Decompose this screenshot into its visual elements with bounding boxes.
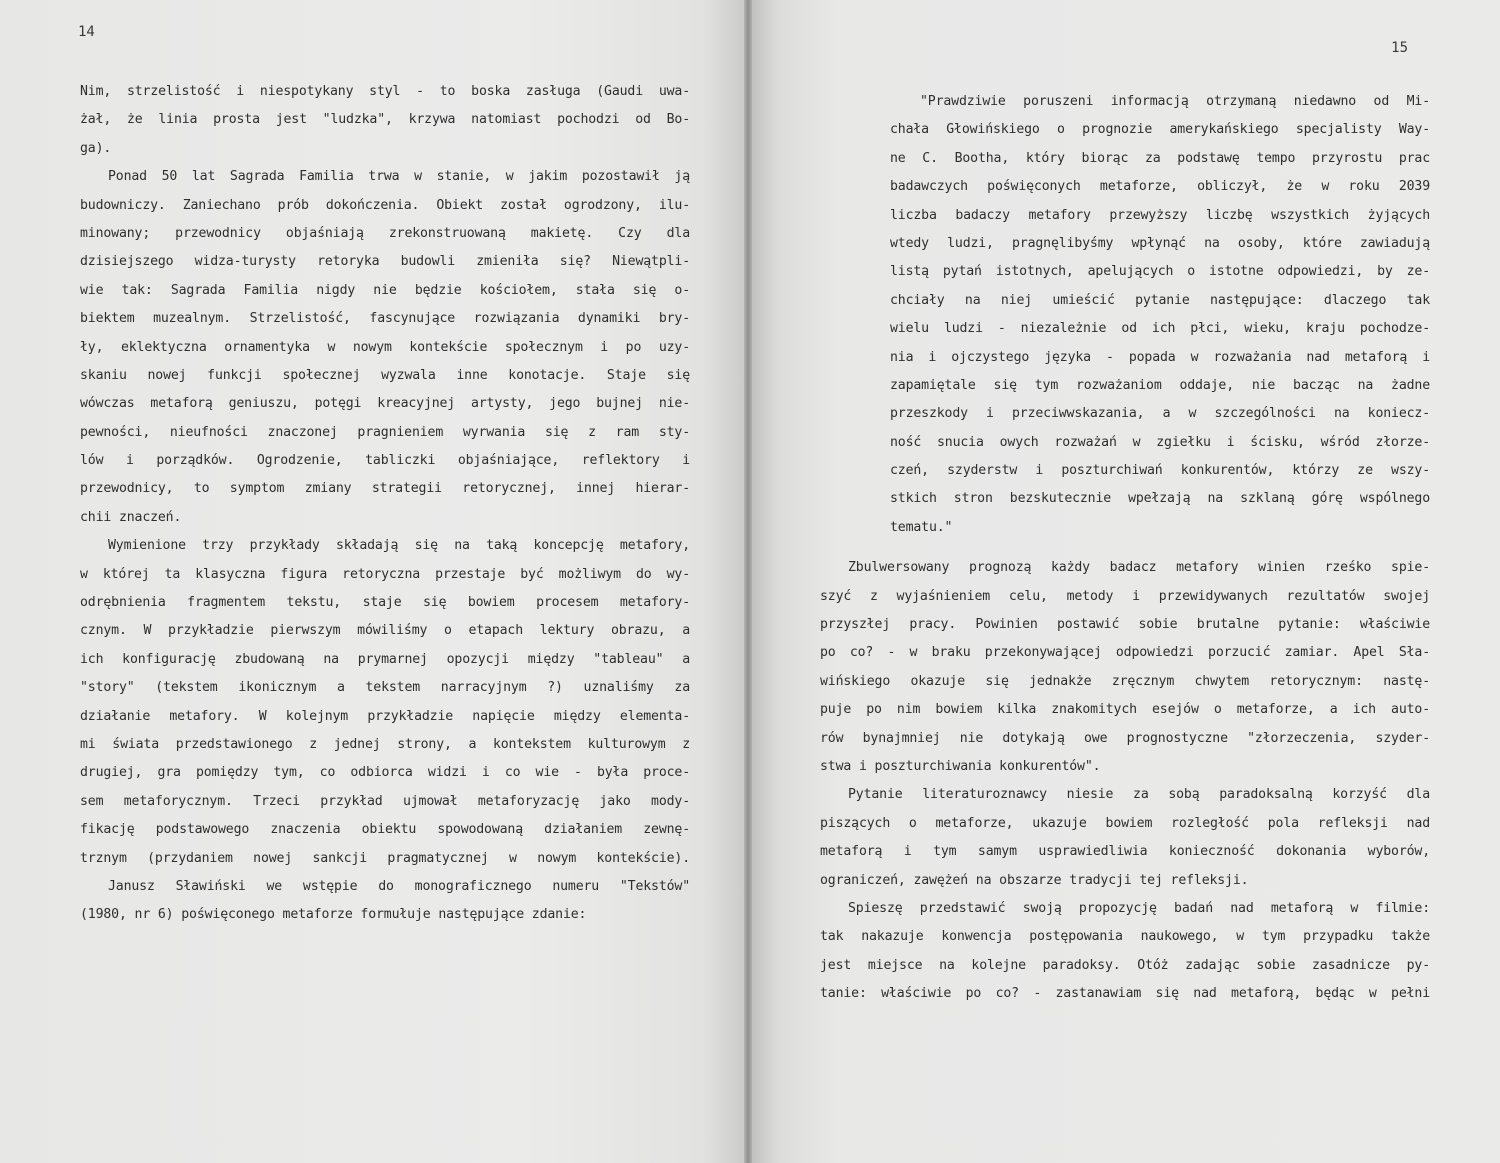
text-line: "story" (tekstem ikonicznym a tekstem narracyjnym ?) uznaliśmy za [80, 680, 690, 696]
page-number-left: 14 [78, 24, 95, 40]
page-number-right: 15 [1391, 40, 1408, 56]
quote-text-line: nia i ojczystego języka - popada w rozważania nad metaforą i [890, 349, 1430, 365]
text-line: minowany; przewodnicy objaśniają zrekonstruowaną makietę. Czy dla [80, 225, 690, 241]
text-line: Spieszę przedstawić swoją propozycję badań nad metaforą w filmie: [848, 900, 1430, 916]
text-line: trznym (przydaniem nowej sankcji pragmatycznej w nowym kontekście). [80, 850, 690, 866]
quote-text-line: listą pytań istotnych, apelujących o istotne odpowiedzi, by ze- [890, 264, 1430, 280]
quote-text-line: wielu ludzi - niezależnie od ich płci, wieku, kraju pochodze- [890, 321, 1430, 337]
text-line: mi świata przedstawionego z jednej strony, a kontekstem kulturowym z [80, 736, 690, 752]
text-line: odrębnienia fragmentem tekstu, staje się bowiem procesem metafory- [80, 595, 690, 611]
text-line: ga). [80, 140, 112, 156]
quote-text-line: ne C. Bootha, który biorąc za podstawę tempo przyrostu prac [890, 150, 1430, 166]
text-line: stwa i poszturchiwania konkurentów". [820, 758, 1101, 774]
text-line: drugiej, gra pomiędzy tym, co odbiorca widzi i co wie - była proce- [80, 765, 690, 781]
quote-text-line: liczba badaczy metafory przewyższy liczbę wszystkich żyjących [890, 207, 1430, 223]
text-line: wińskiego okazuje się jednakże zręcznym chwytem retorycznym: nastę- [820, 673, 1430, 689]
text-line: jest miejsce na kolejne paradoksy. Otóż zadając sobie zasadnicze py- [820, 957, 1430, 973]
quote-text-line: tematu." [890, 519, 953, 535]
quote-text-line: "Prawdziwie poruszeni informacją otrzymaną niedawno od Mi- [920, 94, 1430, 109]
text-line: fikację podstawowego znaczenia obiektu spowodowaną działaniem zewnę- [80, 822, 690, 838]
book-gutter [744, 0, 752, 1163]
text-line: (1980, nr 6) poświęconego metaforze formułuje następujące zdanie: [80, 907, 587, 923]
text-line: budowniczy. Zaniechano prób dokończenia. Obiekt został ogrodzony, ilu- [80, 197, 690, 213]
text-line: Ponad 50 lat Sagrada Familia trwa w stanie, w jakim pozostawił ją [108, 169, 690, 185]
block-quote [820, 88, 1430, 542]
text-line: żał, że linia prosta jest "ludzka", krzywa natomiast pochodzi od Bo- [80, 112, 690, 128]
text-line: tanie: właściwie po co? - zastanawiam się nad metaforą, będąc w pełni [820, 986, 1430, 1002]
text-line: Janusz Sławiński we wstępie do monograficznego numeru "Tekstów" [108, 878, 690, 894]
text-line: wie tak: Sagrada Familia nigdy nie będzie kościołem, stała się o- [80, 282, 690, 298]
quote-text-line: przeszkody i przeciwwskazania, a w szczególności na koniecz- [890, 406, 1430, 422]
text-line: skaniu nowej funkcji społecznej wyzwala inne konotacje. Staje się [80, 367, 690, 383]
text-line: metaforą i tym samym usprawiedliwia konieczność dokonania wyborów, [820, 844, 1430, 860]
left-page [0, 0, 748, 1163]
text-line: tak nakazuje konwencja postępowania naukowego, w tym przypadku także [820, 929, 1430, 945]
text-line: puje po nim bowiem kilka znakomitych esejów o metaforze, a ich auto- [820, 702, 1430, 718]
text-line: Zbulwersowany prognozą każdy badacz metafory winien rześko spie- [848, 560, 1430, 576]
text-line: lów i porządków. Ogrodzenie, tabliczki objaśniające, reflektory i [80, 453, 690, 469]
right-page-paragraphs [820, 554, 1430, 1008]
text-line: Pytanie literaturoznawcy niesie za sobą paradoksalną korzyść dla [848, 787, 1430, 803]
text-line: szyć z wyjaśnieniem celu, metody i przewidywanych rezultatów swojej [820, 588, 1430, 604]
right-page-body [820, 88, 1430, 1009]
text-line: po co? - w braku przekonywającej odpowiedzi porzucić zamiar. Apel Sła- [820, 645, 1430, 661]
quote-text-line: stkich stron bezskutecznie wpełzają na szklaną górę wspólnego [890, 491, 1430, 507]
text-line: chii znaczeń. [80, 509, 182, 525]
quote-text-line: chciały na niej umieścić pytanie następujące: dlaczego tak [890, 292, 1430, 308]
quote-text-line: chała Głowińskiego o prognozie amerykańskiego specjalisty Way- [890, 122, 1430, 138]
text-line: piszących o metaforze, ukazuje bowiem rozległość pola refleksji nad [820, 815, 1430, 831]
text-line: cznym. W przykładzie pierwszym mówiliśmy o etapach lektury obrazu, a [80, 623, 690, 639]
quote-text-line: ność snucia owych rozważań w zgiełku i ścisku, wśród złorze- [890, 434, 1430, 450]
text-line: przyszłej pracy. Powinien postawić sobie brutalne pytanie: właściwie [820, 617, 1430, 633]
text-line: działanie metafory. W kolejnym przykładzie napięcie między elementa- [80, 708, 690, 724]
right-page [748, 0, 1500, 1163]
text-line: Nim, strzelistość i niespotykany styl - to boska zasługa (Gaudi uwa- [80, 84, 690, 99]
text-line: sem metaforycznym. Trzeci przykład ujmował metaforyzację jako mody- [80, 793, 690, 809]
quote-text-line: czeń, szyderstw i poszturchiwań konkurentów, którzy ze wszy- [890, 463, 1430, 479]
text-line: pewności, nieufności znaczonej pragnieniem wyrwania się z ram sty- [80, 424, 690, 440]
text-line: wówczas metaforą geniuszu, potęgi kreacyjnej artysty, jego bujnej nie- [80, 396, 690, 412]
text-line: ły, eklektyczna ornamentyka w nowym kontekście społecznym i po uzy- [80, 339, 690, 355]
text-line: Wymienione trzy przykłady składają się na taką koncepcję metafory, [108, 538, 690, 554]
quote-text-line: zapamiętale się tym rozważaniom oddaje, nie bacząc na żadne [890, 377, 1430, 393]
text-line: rów bynajmniej nie dotykają owe prognostyczne "złorzeczenia, szyder- [820, 730, 1430, 746]
quote-text-line: badawczych poświęconych metaforze, obliczył, że w roku 2039 [890, 179, 1430, 195]
text-line: w której ta klasyczna figura retoryczna przestaje być możliwym do wy- [80, 566, 690, 582]
text-line: dzisiejszego widza-turysty retoryka budowli zmieniła się? Niewątpli- [80, 254, 690, 270]
text-line: ich konfigurację zbudowaną na prymarnej opozycji między "tableau" a [80, 651, 690, 667]
text-line: biektem muzealnym. Strzelistość, fascynujące rozwiązania dynamiki bry- [80, 311, 690, 327]
quote-text-line: wtedy ludzi, pragnęlibyśmy wpłynąć na osoby, które zawiadują [890, 235, 1430, 251]
text-line: ograniczeń, zawężeń na obszarze tradycji tej refleksji. [820, 872, 1249, 888]
left-page-body [80, 78, 690, 930]
text-line: przewodnicy, to symptom zmiany strategii retorycznej, innej hierar- [80, 481, 690, 497]
